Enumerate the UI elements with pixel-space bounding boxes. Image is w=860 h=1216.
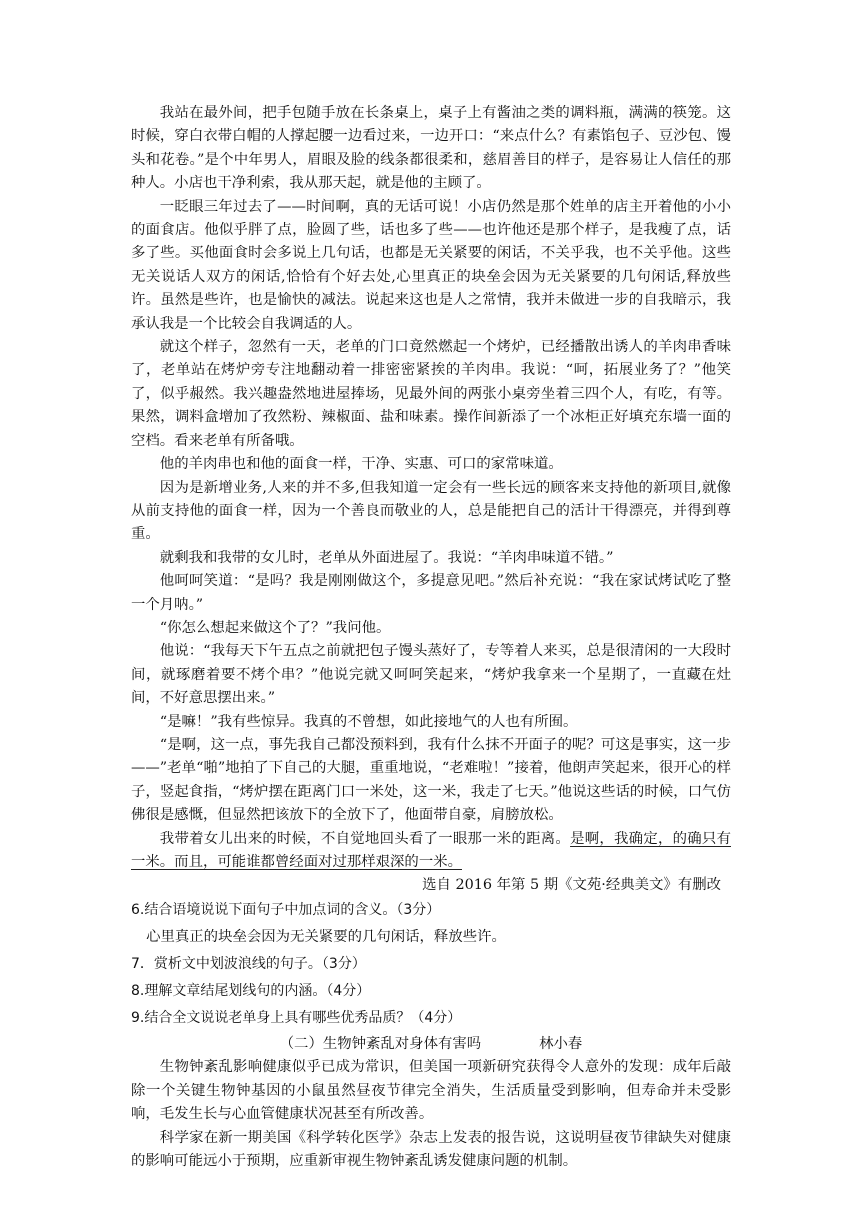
question-6: 6.结合语境说说下面句子中加点词的含义。（3分）: [131, 902, 441, 919]
paragraph: 就这个样子，忽然有一天，老单的门口竟然燃起一个烤炉，已经播散出诱人的羊肉串香味了，老单站在烤炉旁专注地翻动着一排密密紧挨的羊肉串。我说：“呵，拓展业务了？”他笑了，似乎赧然。我兴趣盎然地进屋捧场，见最外间的两张小桌旁坐着三四个人，有吃，有等。果然，调料盒增加了孜然粉、辣椒面、盐和味素。操作间新添了一个冰柜正好填充东墙一面的空档。看来老单有所备哦。: [131, 339, 731, 449]
paragraph: “是嘛！”我有些惊异。我真的不曾想，如此接地气的人也有所囿。: [159, 713, 578, 730]
section-2-paragraph: 科学家在新一期美国《科学转化医学》杂志上发表的报告说，这说明昼夜节律缺失对健康的影响可能远小于预期，应重新审视生物钟紊乱诱发健康问题的机制。: [131, 1129, 731, 1170]
paragraph: 因为是新增业务,人来的并不多,但我知道一定会有一些长远的顾客来支持他的新项目,就像从前支持他的面食一样，因为一个善良而敬业的人，总是能把自己的活计干得漂亮，并得到尊重。: [131, 479, 731, 543]
paragraph: 一眨眼三年过去了——时间啊，真的无话可说！小店仍然是那个姓单的店主开着他的小小的面食店。他似乎胖了点，脸圆了些，话也多了些——也许他还是那个样子，是我瘦了点，话多了些。买他面食时会多说上几句话，也都是无关紧要的闲话，不关乎我，也不关乎他。这些无关说话人双方的闲话,恰恰有个好去处,心里真正的块垒会因为无关紧要的几句闲话,释放些许。虽然是些许，也是愉快的减法。说起来这也是人之常情，我并未做进一步的自我暗示，我承认我是一个比较会自我调适的人。: [131, 198, 731, 332]
question-9: 9.结合全文说说老单身上具有哪些优秀品质？（4分）: [131, 1010, 462, 1027]
section-2-paragraph: 生物钟紊乱影响健康似乎已成为常识，但美国一项新研究获得令人意外的发现：成年后敲除一个关键生物钟基因的小鼠虽然昼夜节律完全消失，生活质量受到影响，但寿命并未受影响，毛发生长与心血管健康状况甚至有所改善。: [131, 1059, 731, 1123]
source-note: 选自 2016 年第 5 期《文苑·经典美文》有删改: [422, 877, 721, 894]
paragraph: “是啊，这一点，事先我自己都没预料到，我有什么抹不开面子的呢？可这是事实，这一步——”老单“啪”地拍了下自己的大腿，重重地说，“老难啦！”接着，他朗声笑起来，很开心的样子，竖起食指，“烤炉摆在距离门口一米处，这一米，我走了七天。”他说这些话的时候，口气仿佛很是感慨，但显然把该放下的全放下了，他面带自豪，肩膀放松。: [131, 736, 731, 824]
paragraph: 就剩我和我带的女儿时，老单从外面进屋了。我说：“羊肉串味道不错。”: [159, 549, 614, 566]
paragraph: “你怎么想起来做这个了？”我问他。: [159, 619, 391, 636]
article-body: [131, 102, 731, 1173]
last-paragraph: [131, 828, 731, 875]
section-2-heading: [131, 1032, 731, 1056]
underlined-sentence: 是啊，我确定，的确只有一米。而且，可能谁都曾经面对过那样艰深的一米。: [131, 830, 731, 870]
paragraph: 我站在最外间，把手包随手放在长条桌上，桌子上有酱油之类的调料瓶，满满的筷笼。这时候，穿白衣带白帽的人撑起腰一边看过来，一边开口：“来点什么？有素馅包子、豆沙包、馒头和花卷。”是个中年男人，眉眼及脸的线条都很柔和，慈眉善目的样子，是容易让人信任的那种人。小店也干净利索，我从那天起，就是他的主顾了。: [131, 105, 731, 192]
last-paragraph-text: 我带着女儿出来的时候，不自觉地回头看了一眼那一米的距离。: [159, 830, 571, 847]
section-2-title: （二）生物钟紊乱对身体有害吗: [279, 1036, 482, 1053]
question-6-quote: 心里真正的块垒会因为无关紧要的几句闲话，释放些许。: [146, 929, 506, 946]
paragraph: 他呵呵笑道：“是吗？我是刚刚做这个，多提意见吧。”然后补充说：“我在家试烤试吃了整一个月呐。”: [131, 573, 731, 613]
section-2-author: 林小春: [539, 1036, 583, 1053]
question-7: 7．赏析文中划波浪线的句子。（3分）: [131, 956, 366, 973]
question-8: 8.理解文章结尾划线句的内涵。（4分）: [131, 983, 371, 1000]
paragraph: 他的羊肉串也和他的面食一样，干净、实惠、可口的家常味道。: [159, 456, 563, 473]
paragraph: 他说：“我每天下午五点之前就把包子馒头蒸好了，专等着人来买，总是很清闲的一大段时间，就琢磨着要不烤个串？”他说完就又呵呵笑起来，“烤炉我拿来一个星期了，一直藏在灶间，不好意思摆出来。”: [131, 643, 731, 707]
